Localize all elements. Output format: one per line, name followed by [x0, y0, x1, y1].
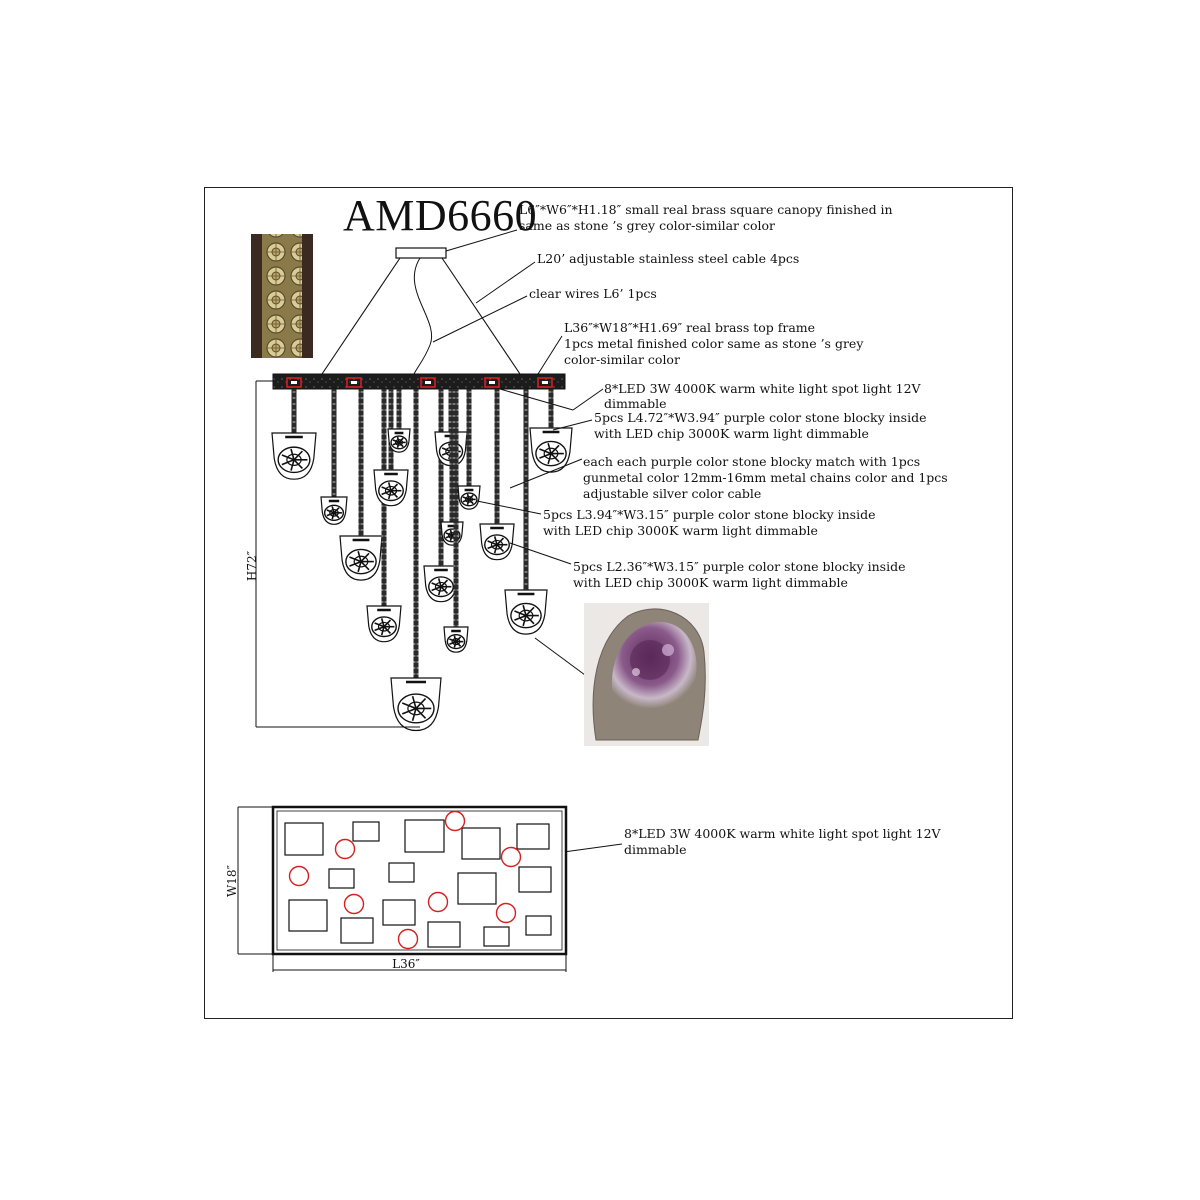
frame-label-line2: 1pcs metal finished color same as stone ’s grey	[564, 336, 864, 351]
plan-led-label-line2: dimmable	[624, 842, 687, 857]
large-stone-label-line1: 5pcs L4.72″*W3.94″ purple color stone blocky inside	[594, 410, 927, 425]
chain-label-line1: each each purple color stone blocky match with 1pcs	[583, 454, 921, 469]
large-stone-label-line2: with LED chip 3000K warm light dimmable	[594, 426, 869, 441]
pendant-11	[444, 389, 468, 652]
canopy	[396, 248, 446, 258]
pendant-2	[321, 389, 347, 524]
canopy-label-line2: same as stone ’s grey color-similar color	[519, 218, 776, 233]
top-frame	[273, 374, 565, 389]
pendant-10	[441, 389, 463, 545]
medium-stone-label-line2: with LED chip 3000K warm light dimmable	[543, 523, 818, 538]
amethyst-geode-photo	[584, 603, 709, 746]
pendant-14	[505, 389, 547, 634]
cable-label: L20’ adjustable stainless steel cable 4pcs	[537, 251, 800, 266]
clear-wire	[414, 258, 432, 374]
plan-led-label-line1: 8*LED 3W 4000K warm white light spot light 12V	[624, 826, 941, 841]
small-stone-label-line1: 5pcs L2.36″*W3.15″ purple color stone blocky inside	[573, 559, 906, 574]
height-label: H72″	[245, 550, 259, 582]
length-label: L36″	[392, 957, 420, 971]
led-label-line2: dimmable	[604, 396, 667, 411]
pendant-13	[480, 389, 514, 560]
medium-stone-label-line1: 5pcs L3.94″*W3.15″ purple color stone blocky inside	[543, 507, 876, 522]
frame-label-line3: color-similar color	[564, 352, 680, 367]
small-stone-label-line2: with LED chip 3000K warm light dimmable	[573, 575, 848, 590]
pendant-4	[367, 389, 401, 642]
plan-view	[238, 807, 566, 972]
chain-label-line3: adjustable silver color cable	[583, 486, 762, 501]
pendant-15	[530, 389, 572, 472]
wires-label: clear wires L6’ 1pcs	[529, 286, 657, 301]
pendant-1	[272, 389, 316, 479]
steel-cables	[322, 258, 520, 374]
brass-pattern-photo	[251, 234, 313, 358]
frame-label-line1: L36″*W18″*H1.69″ real brass top frame	[564, 320, 816, 335]
pendant-group	[272, 389, 572, 731]
led-label-line1: 8*LED 3W 4000K warm white light spot light 12V	[604, 381, 921, 396]
width-label: W18″	[225, 864, 239, 898]
model-number: AMD6660	[343, 191, 538, 240]
chain-label-line2: gunmetal color 12mm-16mm metal chains color and 1pcs	[583, 470, 948, 485]
canopy-label-line1: L6″*W6″*H1.18″ small real brass square canopy finished in	[519, 202, 893, 217]
